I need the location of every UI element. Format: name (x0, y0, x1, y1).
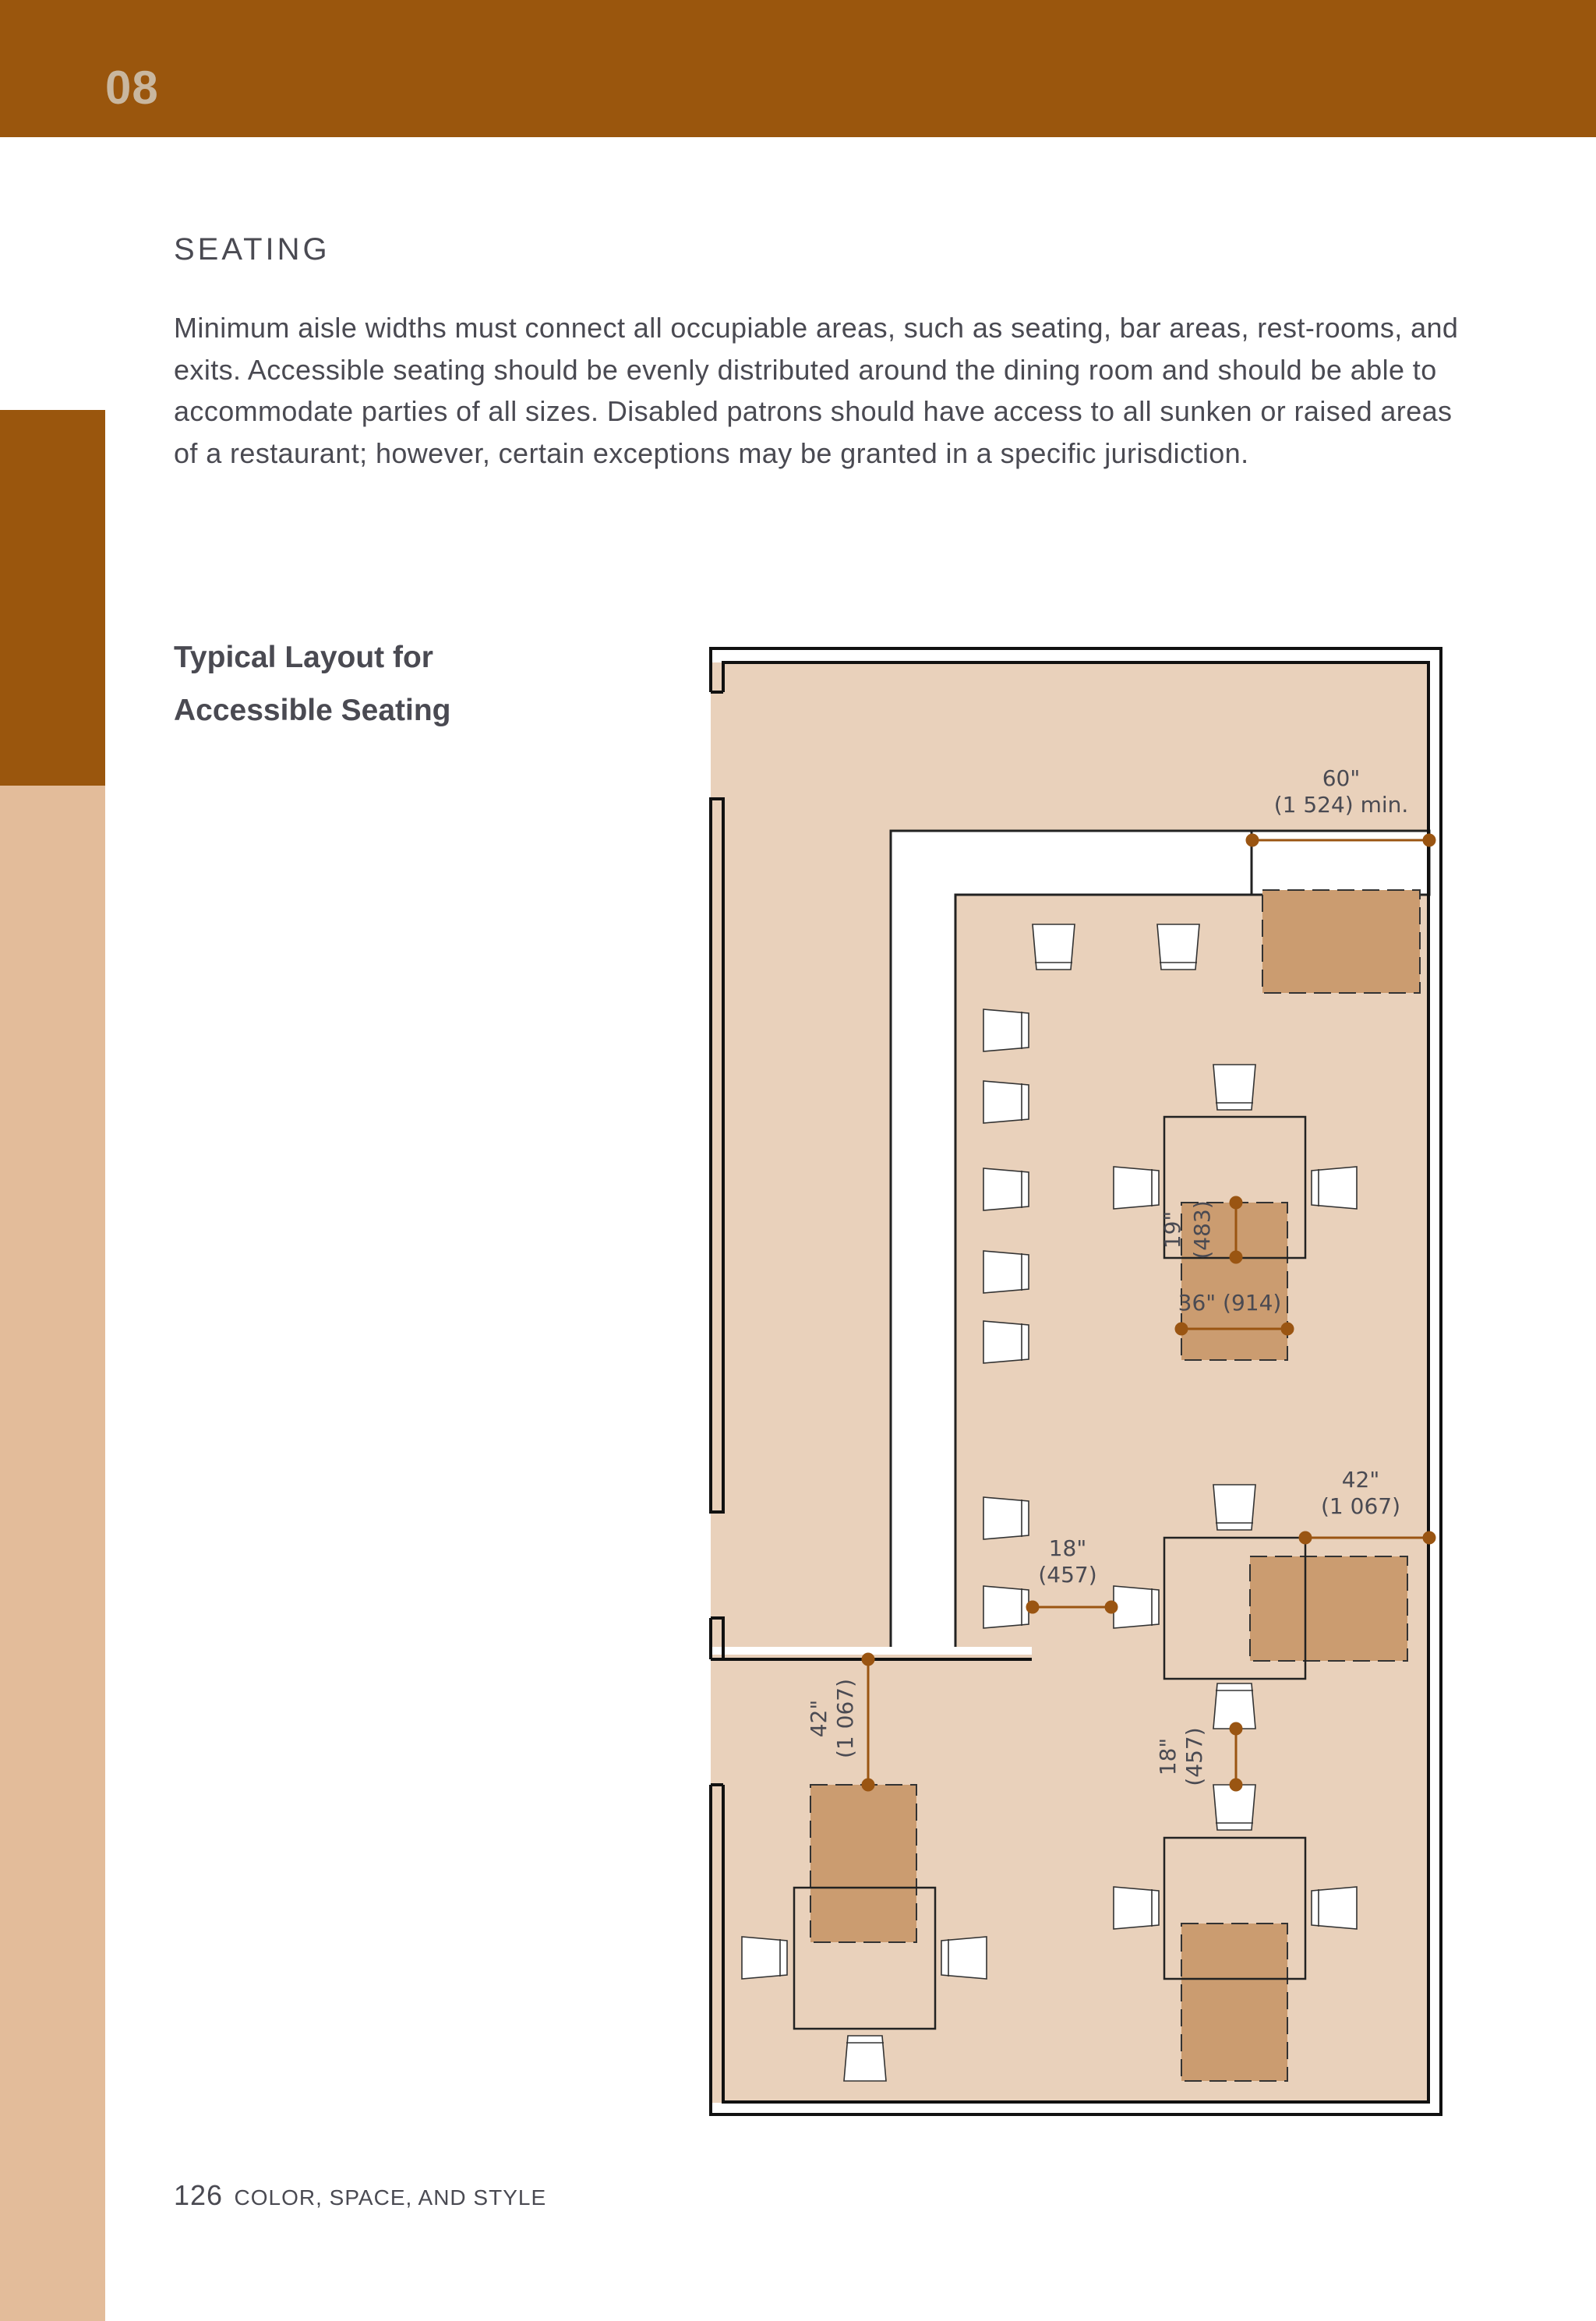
figure-caption: Typical Layout for Accessible Seating (174, 641, 451, 727)
dim-top-clear-line2: (1 524) min. (1273, 792, 1409, 818)
dim-table-width: 36" (914) (1178, 1290, 1282, 1316)
dim-table-depth-line2: (483) (1189, 1200, 1215, 1259)
running-title: COLOR, SPACE, AND STYLE (234, 2185, 547, 2210)
body-paragraph: Minimum aisle widths must connect all occupiable areas, such as seating, bar areas, rest-rooms, and exits. Accessible seating should be evenly distributed around the dining room and should be able to accommodate parties of all sizes. Disabled patrons should have access to all sunken or raised areas of a restaurant; however, certain exceptions may be granted in a specific jurisdiction. (174, 312, 1459, 469)
clear-space-bar (1262, 890, 1420, 993)
dim-between-tables-line1: 18" (1155, 1737, 1181, 1776)
dim-side-clear-line2: (1 067) (1320, 1493, 1401, 1519)
dim-table-depth-line1: 19" (1160, 1210, 1185, 1249)
dim-between-tables-line2: (457) (1181, 1727, 1207, 1786)
chapter-number: 08 (105, 62, 159, 114)
page-number: 126 (174, 2179, 224, 2211)
dim-side-clear-line1: 42" (1341, 1467, 1380, 1493)
side-tab-dark (0, 410, 105, 786)
dim-aisle-line2: (457) (1038, 1562, 1097, 1588)
clear-space-table-3 (810, 1785, 916, 1942)
dim-entry-clear-line2: (1 067) (832, 1678, 858, 1759)
accessible-seating-floor-plan (701, 639, 1457, 2120)
header-band (0, 0, 1596, 137)
page-footer (174, 2179, 546, 2212)
section-heading: SEATING (174, 232, 330, 267)
clear-space-table-2 (1250, 1556, 1407, 1661)
clear-space-table-4 (1181, 1924, 1287, 2081)
dim-top-clear-line1: 60" (1322, 765, 1361, 791)
dim-aisle-line1: 18" (1048, 1535, 1087, 1561)
dim-entry-clear-line1: 42" (806, 1699, 832, 1738)
